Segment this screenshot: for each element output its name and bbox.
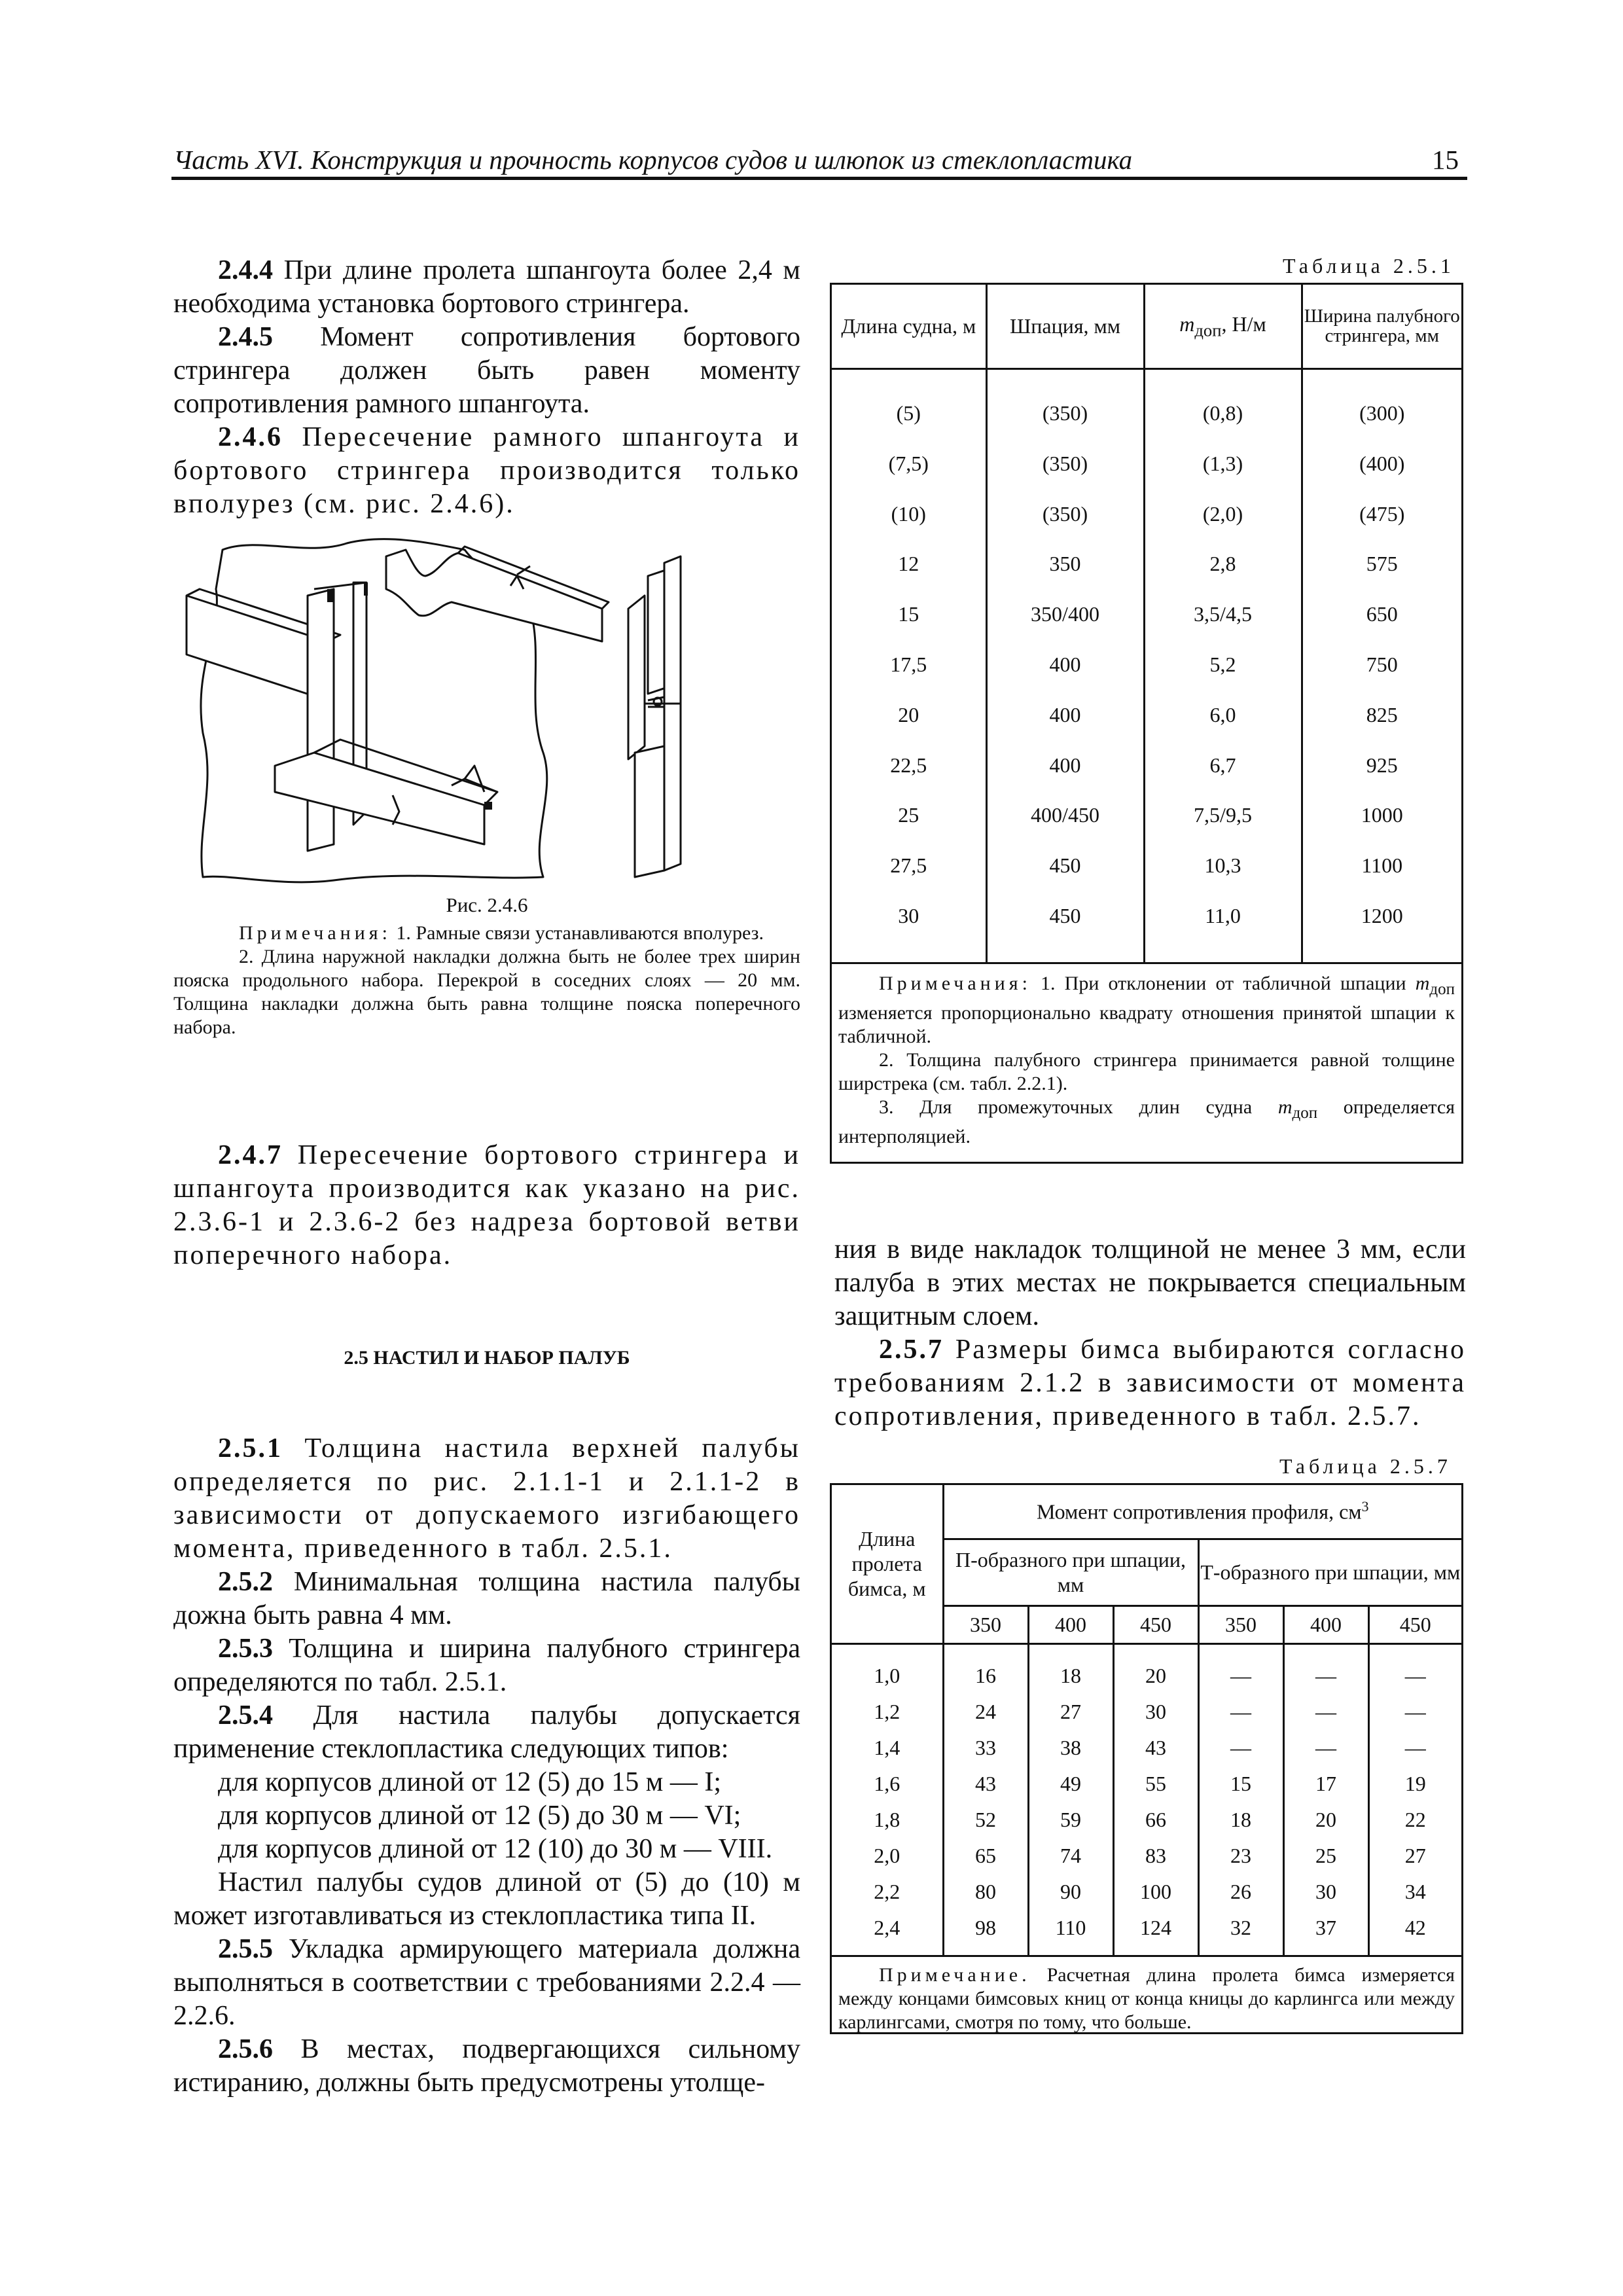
paragraph-2-5-4-tail: Настил палубы судов длиной от (5) до (10) м может изготавливаться из стеклопластика типа II. (173, 1867, 800, 1931)
table-row: (7,5) (350) (1,3) (400) (832, 439, 1461, 489)
table-row: 15 350/400 3,5/4,5 650 (832, 589, 1461, 639)
left-column-bottom-text (173, 1432, 800, 2100)
paragraph-2-4-5: 2.4.5 Момент сопротивления бортового стрингера должен быть равен моменту сопротивления рамного шпангоута. (173, 322, 800, 419)
running-header-title: Часть XVI. Конструкция и прочность корпусов судов и шлюпок из стеклопластика (173, 145, 1133, 175)
section-heading: 2.5 НАСТИЛ И НАБОР ПАЛУБ (344, 1347, 630, 1369)
table-2-5-7 (830, 1483, 1463, 2034)
table-row: 1,0 16 18 20 — — — (832, 1658, 1461, 1694)
table-2-5-1 (830, 283, 1463, 1164)
table-2-5-1-label: Таблица 2.5.1 (1283, 254, 1455, 278)
table-header-cell: $m_{доп}$, Н/м (1144, 285, 1302, 368)
list-item: для корпусов длиной от 12 (5) до 15 м — I; (218, 1767, 722, 1797)
list-item: для корпусов длиной от 12 (5) до 30 м — VI; (218, 1801, 741, 1831)
table-row: 22,5 400 6,7 925 (832, 740, 1461, 791)
paragraph-2-4-7: 2.4.7 Пересечение бортового стрингера и шпангоута производится как указано на рис. 2.3.6-1 и 2.3.6-2 без надреза бортовой ветви поперечного набора. (173, 1140, 800, 1270)
table-row: 2,4 98 110 124 32 37 42 (832, 1910, 1461, 1946)
table-header-cell: 350 (1198, 1605, 1283, 1643)
table-row: 1,8 52 59 66 18 20 22 (832, 1802, 1461, 1838)
left-column-top-text (173, 254, 800, 521)
paragraph-2-4-4: 2.4.4 При длине пролета шпангоута более 2,4 м необходима установка бортового стрингера. (173, 255, 800, 319)
figure-note (173, 922, 800, 1039)
paragraph-2-5-1: 2.5.1 Толщина настила верхней палубы определяется по рис. 2.1.1-1 и 2.1.1-2 в зависимости от допускаемого изгибающего момента, приведенного в табл. 2.5.1. (173, 1433, 800, 1564)
paragraph-continuation: ния в виде накладок толщиной не менее 3 мм, если палуба в этих местах не покрывается специальным защитным слоем. (834, 1234, 1466, 1331)
table-note-item-2: 2. Толщина палубного стрингера принимается равной толщине ширстрека (см. табл. 2.2.1). (838, 1049, 1455, 1094)
table-row: (10) (350) (2,0) (475) (832, 489, 1461, 539)
table-row: 12 350 2,8 575 (832, 539, 1461, 589)
header-rule (171, 177, 1467, 180)
table-header-cell: Длина судна, м (832, 285, 986, 368)
table-header-cell: 450 (1113, 1605, 1198, 1643)
figure-2-4-6-drawing (177, 537, 798, 890)
table-row: 1,6 43 49 55 15 17 19 (832, 1766, 1461, 1802)
table-header-cell: П-образного при шпации, мм (943, 1539, 1198, 1605)
table-row: 30 450 11,0 1200 (832, 891, 1461, 941)
paragraph-2-5-6: 2.5.6 В местах, подвергающихся сильному истиранию, должны быть предусмотрены утолще- (173, 2034, 800, 2098)
table-row: 2,0 65 74 83 23 25 27 (832, 1838, 1461, 1874)
paragraph-2-5-4: 2.5.4 Для настила палубы допускается применение стеклопластика следующих типов: (173, 1700, 800, 1764)
table-row: 27,5 450 10,3 1100 (832, 840, 1461, 891)
table-row: (5) (350) (0,8) (300) (832, 388, 1461, 439)
table-2-5-7-label: Таблица 2.5.7 (1279, 1454, 1452, 1478)
table-row: 1,2 24 27 30 — — — (832, 1694, 1461, 1730)
right-column-text (834, 1233, 1466, 1433)
table-header-cell: 350 (943, 1605, 1028, 1643)
figure-note-item-1: Примечания: 1. Рамные связи устанавливаются вполурез. (239, 922, 764, 944)
table-header-cell: Шпация, мм (986, 285, 1144, 368)
table-row: 1,4 33 38 43 — — — (832, 1730, 1461, 1766)
paragraph-2-5-3: 2.5.3 Толщина и ширина палубного стрингера определяются по табл. 2.5.1. (173, 1634, 800, 1697)
table-header-cell: Ширина палубного стрингера, мм (1302, 285, 1461, 368)
table-row: 17,5 400 5,2 750 (832, 639, 1461, 690)
table-2-5-1-note (832, 962, 1461, 1149)
page-number: 15 (1432, 145, 1459, 175)
figure-note-item-2: 2. Длина наружной накладки должна быть не более трех ширин пояска продольного набора. Перекрой в соседних слоях — 20 мм. Толщина накладки должна быть равна толщине пояска поперечного набора. (173, 946, 800, 1038)
list-item: для корпусов длиной от 12 (10) до 30 м — VIII. (218, 1834, 773, 1864)
figure-caption: Рис. 2.4.6 (446, 893, 528, 916)
table-row: 2,2 80 90 100 26 30 34 (832, 1874, 1461, 1910)
table-note-item-3: 3. Для промежуточных длин судна $m_{доп}$ определяется интерполяцией. (838, 1096, 1455, 1147)
table-header-cell: 400 (1283, 1605, 1368, 1643)
table-header-cell: Т-образного при шпации, мм (1198, 1539, 1461, 1605)
table-header-cell: Момент сопротивления профиля, $см^3$ (943, 1485, 1461, 1539)
paragraph-2-5-5: 2.5.5 Укладка армирующего материала должна выполняться в соответствии с требованиями 2.2.4 — 2.2.6. (173, 1934, 800, 2031)
table-row: 20 400 6,0 825 (832, 690, 1461, 740)
left-column-middle-text (173, 1139, 800, 1272)
table-note: Примечание. Расчетная длина пролета бимса измеряется между концами бимсовых книц от конца кницы до карлингса или между карлингсами, смотря по тому, что больше. (838, 1964, 1455, 2033)
paragraph-2-5-2: 2.5.2 Минимальная толщина настила палубы дожна быть равна 4 мм. (173, 1567, 800, 1630)
table-header-cell: Длина пролета бимса, м (832, 1485, 943, 1643)
table-header-cell: 400 (1028, 1605, 1113, 1643)
paragraph-2-4-6: 2.4.6 Пересечение рамного шпангоута и бортового стрингера производится только вполурез (см. рис. 2.4.6). (173, 422, 800, 519)
table-2-5-7-note (832, 1955, 1461, 2034)
table-row: 25 400/450 7,5/9,5 1000 (832, 791, 1461, 841)
table-note-item-1: Примечания: 1. При отклонении от табличной шпации $m_{доп}$ изменяется пропорционально квадрату отношения принятой шпации к табличной. (838, 973, 1455, 1047)
paragraph-2-5-7: 2.5.7 Размеры бимса выбираются согласно требованиям 2.1.2 в зависимости от момента сопротивления, приведенного в табл. 2.5.7. (834, 1335, 1466, 1431)
table-header-cell: 450 (1368, 1605, 1461, 1643)
